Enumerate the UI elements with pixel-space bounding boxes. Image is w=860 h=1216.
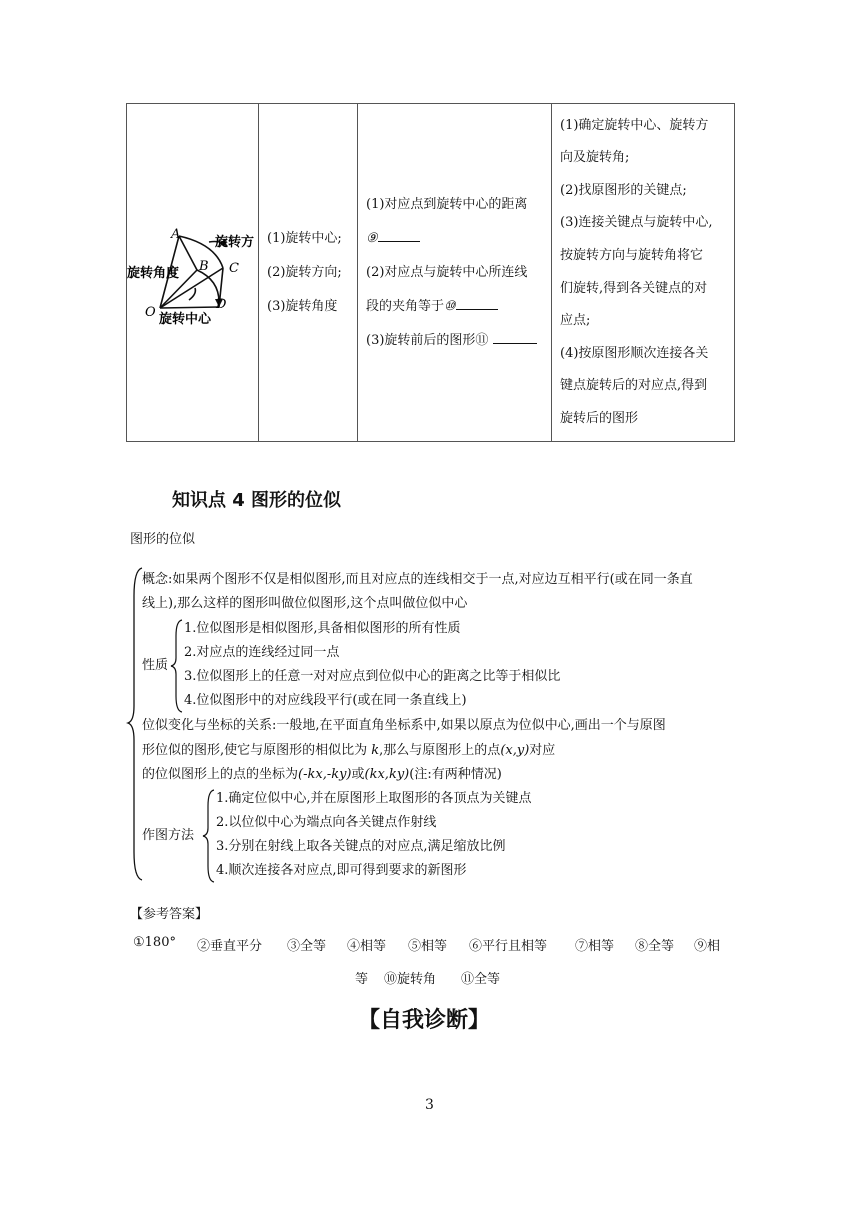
- answer-item: ⑥平行且相等: [469, 939, 548, 954]
- label-rotation-center: 旋转中心: [159, 312, 212, 327]
- method-item: 1.确定位似中心,并在原图形上取图形的各顶点为关键点: [216, 791, 532, 806]
- concept-line-2: 线上),那么这样的图形叫做位似图形,这个点叫做位似中心: [142, 596, 468, 611]
- answer-item: ④相等: [347, 939, 387, 954]
- label-d: D: [216, 297, 227, 312]
- property-item: 1.位似图形是相似图形,具备相似图形的所有性质: [184, 621, 461, 636]
- step-line: 应点;: [560, 313, 591, 329]
- rotation-figure: [127, 206, 259, 336]
- property-item: 4.位似图形中的对应线段平行(或在同一条直线上): [184, 693, 467, 708]
- label-c: C: [229, 261, 239, 276]
- step-line: 们旋转,得到各关键点的对: [560, 280, 708, 296]
- page-number: 3: [425, 1097, 434, 1113]
- element-2: (2)旋转方向;: [267, 264, 342, 280]
- step-line: 向及旋转角;: [560, 150, 630, 166]
- element-1: (1)旋转中心;: [267, 230, 342, 246]
- properties-label: 性质: [142, 658, 169, 673]
- answer-item: ⑩旋转角: [384, 972, 437, 987]
- method-item: 3.分别在射线上取各关键点的对应点,满足缩放比例: [216, 839, 506, 854]
- property-1-line: (1)对应点到旋转中心的距离: [366, 196, 528, 212]
- methods-brace: [202, 788, 216, 884]
- rotation-table: [126, 103, 735, 442]
- element-3: (3)旋转角度: [267, 298, 338, 314]
- coord-line-2: 形位似的图形,使它与原图形的相似比为 k,那么与原图形上的点(x,y)对应: [142, 743, 556, 758]
- step-line: (2)找原图形的关键点;: [560, 182, 687, 198]
- property-1-blank: ⑨: [366, 222, 543, 256]
- section-subtitle: 图形的位似: [130, 532, 196, 547]
- elements-cell: [259, 104, 358, 442]
- properties-brace: [170, 618, 184, 714]
- answer-item: ③全等: [287, 939, 327, 954]
- label-o: O: [145, 305, 156, 320]
- answer-item: ②垂直平分: [197, 939, 263, 954]
- label-b: B: [199, 259, 209, 274]
- property-item: 2.对应点的连线经过同一点: [184, 645, 340, 660]
- diagnosis-title: 【自我诊断】: [358, 1008, 491, 1033]
- property-3-line: (3)旋转前后的图形⑪: [366, 324, 543, 358]
- answer-item: 等: [355, 972, 369, 987]
- answer-item: ⑪全等: [461, 972, 501, 987]
- answer-item: ⑤相等: [408, 939, 448, 954]
- label-a: A: [171, 227, 181, 242]
- step-line: 旋转后的图形: [560, 410, 639, 426]
- property-2-line: (2)对应点与旋转中心所连线: [366, 264, 528, 280]
- property-2-blank: 段的夹角等于⑩: [366, 290, 543, 324]
- answer-item: ①180°: [133, 935, 176, 950]
- method-item: 4.顺次连接各对应点,即可得到要求的新图形: [216, 863, 467, 878]
- answer-item: ⑧全等: [635, 939, 675, 954]
- step-line: 按旋转方向与旋转角将它: [560, 247, 704, 263]
- methods-label: 作图方法: [142, 828, 195, 843]
- answers-title: 【参考答案】: [130, 907, 209, 922]
- steps-cell: [552, 104, 735, 442]
- concept-line-1: 概念:如果两个图形不仅是相似图形,而且对应点的连线相交于一点,对应边互相平行(或在同一条直: [142, 572, 693, 587]
- answer-item: ⑦相等: [575, 939, 615, 954]
- property-item: 3.位似图形上的任意一对对应点到位似中心的距离之比等于相似比: [184, 669, 561, 684]
- coord-line-3: 的位似图形上的点的坐标为(-kx,-ky)或(kx,ky)(注:有两种情况): [142, 767, 502, 782]
- step-line: (4)按原图形顺次连接各关: [560, 345, 709, 361]
- segment-od: [160, 307, 219, 308]
- label-rotation-direction: 旋转方: [215, 235, 255, 250]
- section-title: 知识点 4 图形的位似: [172, 490, 342, 511]
- step-line: (1)确定旋转中心、旋转方: [560, 117, 709, 133]
- method-item: 2.以位似中心为端点向各关键点作射线: [216, 815, 437, 830]
- answer-item: ⑨相: [694, 939, 721, 954]
- step-line: (3)连接关键点与旋转中心,: [560, 215, 713, 231]
- rotation-figure-cell: [127, 104, 259, 442]
- properties-cell: [358, 104, 552, 442]
- label-rotation-angle: 旋转角度: [127, 266, 180, 281]
- step-line: 键点旋转后的对应点,得到: [560, 378, 708, 394]
- coord-line-1: 位似变化与坐标的关系:一般地,在平面直角坐标系中,如果以原点为位似中心,画出一个与原图: [142, 718, 666, 733]
